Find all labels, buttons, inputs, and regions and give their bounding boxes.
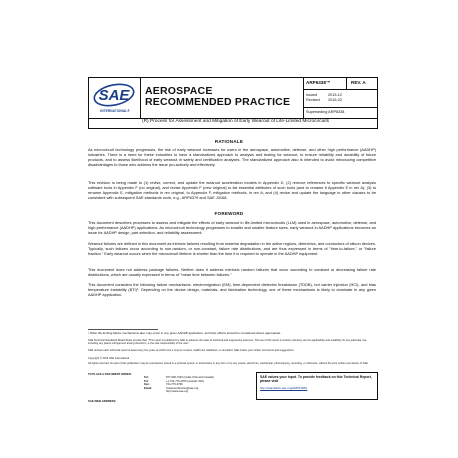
copyright: Copyright © 2016 SAE International xyxy=(88,357,130,360)
tel2-value: +1 724-776-4970 (outside USA) xyxy=(166,379,205,383)
fax-value: 724-776-0790 xyxy=(166,383,183,387)
subtitle-box xyxy=(88,117,378,129)
document-subtitle: (R) Process for Assessment and Mitigation of Early Wearout of Life-Limited Microcircuits xyxy=(142,119,330,124)
foreword-paragraph-3: This document does not address package failures. Neither does it address extrinsic random failures that occur according to constant or decreasing failure rate distributions, which are usually expressed in terms of "mean time between failures." xyxy=(88,267,376,277)
document-header xyxy=(88,77,378,119)
issued-date: 2015-12 xyxy=(328,93,342,97)
fine-print-2: SAE reviews each technical report at least every five years at which time it may be revised, reaffirmed, stabilized, or cancelled. SAE invites your written comments and suggestions. xyxy=(88,349,295,352)
order-label: TO PLACE A DOCUMENT ORDER: xyxy=(88,373,132,376)
order-contact-block xyxy=(88,373,238,393)
rationale-heading: RATIONALE xyxy=(214,139,244,144)
foreword-paragraph-1: This document describes processes to assess and mitigate the effects of early wearout in life-limited microcircuits (LLM) used in aerospace, automotive, defense, and high-performance (AADHP) applications. As microcircuit technology progresses to smaller and smaller feature sizes, early wearout in AADHP applications becomes an issue for AADHP design, part selection, and reliability assessment. xyxy=(88,220,376,235)
logo-cell xyxy=(88,77,141,119)
svg-text:SAE: SAE xyxy=(98,87,130,104)
feedback-link[interactable]: http://standards.sae.org/ARP6338A xyxy=(260,386,308,390)
foreword-paragraph-4: This document considers the following failure mechanisms: electromigration (EM), time-dependent dielectric breakdown (TDDB), hot carrier injection (HCI), and bias temperature instability (BTI)¹. Depending on the device design, materials, and fabrication technology, one of these mechanisms is likely to dominate in any given AADHP application. xyxy=(88,282,376,297)
meta-divider xyxy=(303,107,377,108)
title-line-2: RECOMMENDED PRACTICE xyxy=(145,96,291,108)
title-line-1: AEROSPACE xyxy=(145,85,213,97)
rationale-paragraph-1: As microcircuit technology progresses, the risk of early wearout increases for users in the aerospace, automotive, defense, and other high performance (AADHP) industries. There is a need for these industries to have a standardized approach to analysis and testing for wearout, to ensure reliability and durability of future products, and to assess likelihood of early wearout in safety and certification analyses. The standardized approach also is intended to avoid introducing competitive disadvantages to those who address the issue pro-actively and effectively. xyxy=(88,147,376,167)
sae-logo-icon xyxy=(92,80,136,110)
issued-label: Issued xyxy=(306,93,318,97)
fine-print-rights: All rights reserved. No part of this publication may be reproduced, stored in a retrieval system or transmitted, in any form or by any means, electronic, mechanical, photocopying, recording, or otherwise, without the prior written permission of SAE. xyxy=(88,362,369,365)
meta-divider xyxy=(303,89,377,90)
title-cell xyxy=(140,78,304,118)
foreword-paragraph-2: Wearout failures are defined in this document as intrinsic failures resulting from material degradation in the active regions, dielectrics, and conductors of silicon devices. Typically, such failures occur according to non-random, or non-constant, failure rate distributions, and are thus expressed in terms of "time-to-failure," or "failure fraction." Early wearout occurs when the microcircuit lifetime is shorter than the time it is required to operate in the AADHP equipment. xyxy=(88,241,376,256)
meta-cell xyxy=(303,78,377,118)
feedback-text: SAE values your input. To provide feedback on this Technical Report, please visit xyxy=(260,375,372,383)
web-address-label: SAE WEB ADDRESS: xyxy=(88,399,117,403)
fax-label: Fax: xyxy=(144,383,150,387)
tel-label: Tel: xyxy=(144,376,149,380)
tel2-label: Tel: xyxy=(144,379,149,383)
email-label: Email: xyxy=(144,386,153,390)
revised-date: 2016-02 xyxy=(328,98,342,102)
tel-value: 877-606-7323 (inside USA and Canada) xyxy=(166,376,214,380)
revised-label: Revised xyxy=(306,98,320,102)
foreword-heading: FOREWORD xyxy=(214,211,244,216)
footnote: ¹ Other life-limiting failure mechanisms also may occur in any given AADHP application, and their effects should be considered where appropriate. xyxy=(88,331,282,335)
revision-label: REV. A xyxy=(351,80,366,85)
fine-print-1: SAE Technical Standards Board Rules provide that: "This report is published by SAE to advance the state of technical and engineering sciences. The use of this report is entirely voluntary, and its applicability and suitability for any particular use, including any patent infringement arising therefrom, is the sole responsibility of the user." xyxy=(88,339,368,346)
web-link[interactable]: http://www.sae.org xyxy=(166,390,189,394)
email-value[interactable]: CustomerService@sae.org xyxy=(166,386,199,390)
footnote-rule xyxy=(88,329,158,330)
logo-subtext: INTERNATIONAL® xyxy=(100,109,130,113)
feedback-box xyxy=(256,372,378,400)
issued-row xyxy=(306,93,342,97)
meta-divider xyxy=(346,78,347,89)
superseding-note: Superseding ARP6338 xyxy=(306,110,345,114)
rationale-paragraph-2: This revision is being made to (1) revise, correct, and update the wearout acceleration models in Appendix D, (2) remove references to specific wearout analysis software tools in Appendix F (no original), and revise Appendix F (new original) to list essential attributes of such tools (and to rename it Appendix E in rev A); (3) to rename Appendix E, mitigation methods in rev original, to Appendix F, mitigation methods, in rev A; and (4) revise and update the language in other clauses to be consistent with subsequent SAE standards work, e.g., ARP6379 and SAE J3168. xyxy=(88,180,376,200)
document-code: ARP6338™ xyxy=(306,80,331,85)
revised-row xyxy=(306,98,342,102)
